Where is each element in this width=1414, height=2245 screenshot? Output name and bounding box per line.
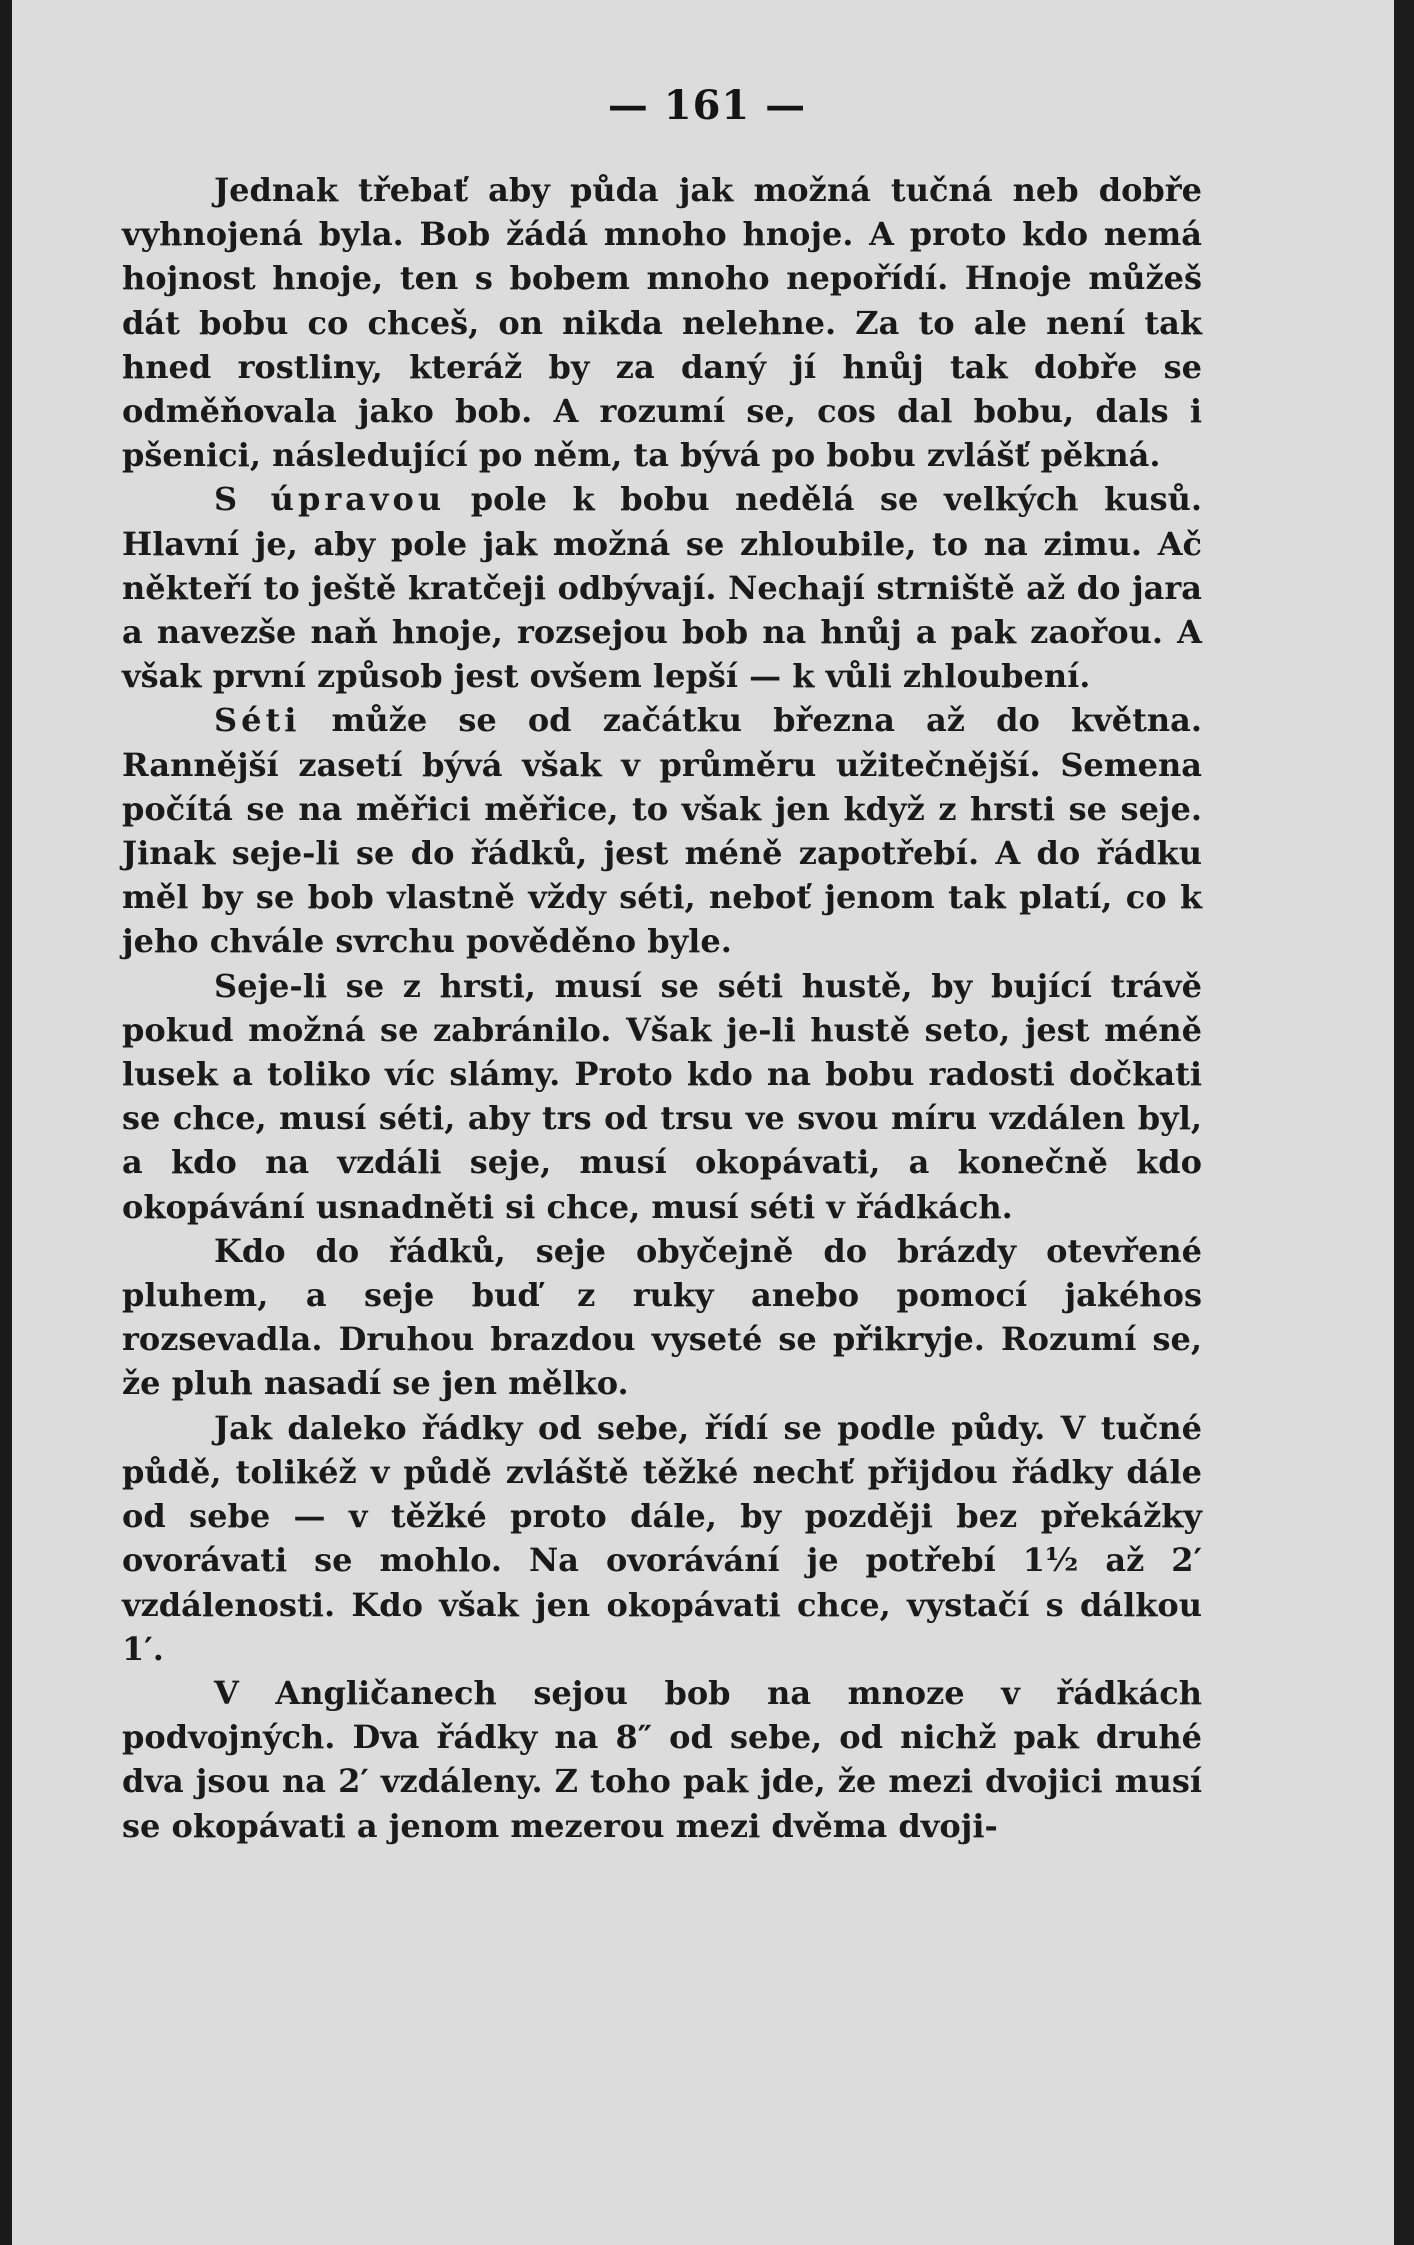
paragraph	[122, 168, 1202, 477]
paragraph	[122, 1229, 1202, 1406]
page-left-edge	[0, 0, 12, 2245]
paragraph-lead-word: Séti	[214, 701, 301, 740]
paragraph-text: V Angličanech sejou bob na mnoze v řádkách podvojných. Dva řádky na 8″ od sebe, od nichž pak druhé dva jsou na 2′ vzdáleny. Z toho pak jde, že mezi dvojici musí se okopávati a jenom mezerou mezi dvěma dvoji-	[122, 1673, 1202, 1845]
paragraph-text: Jednak třebať aby půda jak možná tučná neb dobře vyhnojená byla. Bob žádá mnoho hnoje. A proto kdo nemá hojnost hnoje, ten s bobem mnoho nepořídí. Hnoje můžeš dát bobu co chceš, on nikda nelehne. Za to ale není tak hned rostliny, kteráž by za daný jí hnůj tak dobře se odměňovala jako bob. A rozumí se, cos dal bobu, dals i pšenici, následující po něm, ta bývá po bobu zvlášť pěkná.	[122, 171, 1202, 475]
paragraph	[122, 698, 1202, 963]
page-right-edge	[1394, 0, 1414, 2245]
paragraph-text: Seje-li se z hrsti, musí se séti hustě, by bující trávě pokud možná se zabránilo. Však je-li hustě seto, jest méně lusek a toliko víc slámy. Proto kdo na bobu radosti dočkati se chce, musí séti, aby trs od trsu ve svou míru vzdálen byl, a kdo na vzdáli seje, musí okopávati, a konečně kdo okopávání usnadněti si chce, musí séti v řádkách.	[122, 966, 1202, 1226]
page-body-text	[122, 168, 1202, 1848]
paragraph-text: pole k bobu nedělá se velkých kusů. Hlavní je, aby pole jak možná se zhloubile, to na zimu. Ač někteří to ještě kratčeji odbývají. Nechají strniště až do jara a navezše naň hnoje, rozsejou bob na hnůj a pak zaořou. A však první způsob jest ovšem lepší — k vůli zhloubení.	[122, 480, 1203, 696]
page-number: — 161 —	[607, 82, 807, 129]
paragraph	[122, 1406, 1202, 1671]
paragraph-text: Jak daleko řádky od sebe, řídí se podle půdy. V tučné půdě, tolikéž v půdě zvláště těžké nechť přijdou řádky dále od sebe — v těžké proto dále, by později bez překážky ovorávati se mohlo. Na ovorávání je potřebí 1½ až 2′ vzdálenosti. Kdo však jen okopávati chce, vystačí s dálkou 1′.	[122, 1408, 1202, 1668]
paragraph	[122, 1671, 1202, 1848]
paragraph-lead-word: S úpravou	[214, 480, 446, 519]
paragraph-text: může se od začátku března až do května. Rannější zasetí bývá však v průměru užitečnější. Semena počítá se na měřici měřice, to však jen když z hrsti se seje. Jinak seje-li se do řádků, jest méně zapotřebí. A do řádku měl by se bob vlastně vždy séti, neboť jenom tak platí, co k jeho chvále svrchu pověděno byle.	[122, 701, 1202, 961]
paragraph	[122, 964, 1202, 1229]
paragraph	[122, 477, 1202, 698]
paragraph-text: Kdo do řádků, seje obyčejně do brázdy otevřené pluhem, a seje buď z ruky anebo pomocí jakéhos rozsevadla. Druhou brazdou vyseté se přikryje. Rozumí se, že pluh nasadí se jen mělko.	[122, 1231, 1202, 1403]
